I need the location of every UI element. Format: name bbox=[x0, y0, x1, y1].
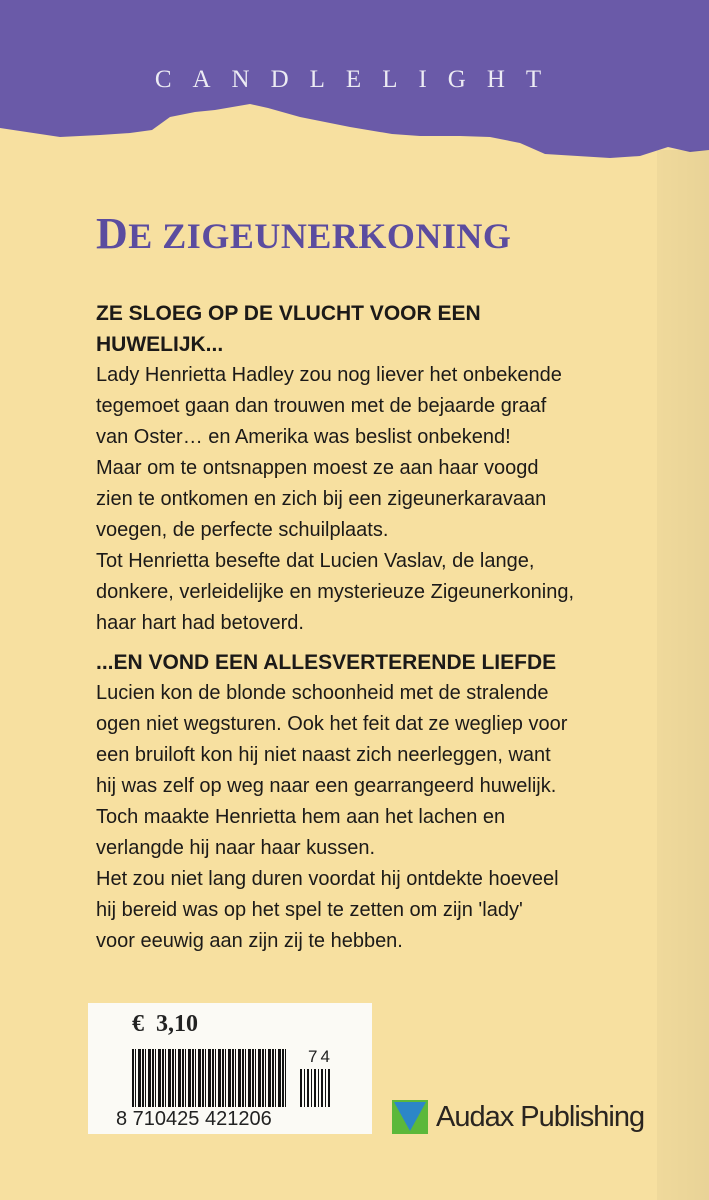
body-line: haar hart had betoverd. bbox=[96, 612, 304, 634]
body-line: voegen, de perfecte schuilplaats. bbox=[96, 519, 389, 541]
publisher-name: Audax Publishing bbox=[436, 1100, 645, 1133]
section-1-body bbox=[96, 360, 696, 639]
body-line: donkere, verleidelijke en mysterieuze Zigeunerkoning, bbox=[96, 581, 575, 603]
body-line: zien te ontkomen en zich bij een zigeunerkaravaan bbox=[96, 488, 547, 510]
body-line: verlangde hij naar haar kussen. bbox=[96, 837, 376, 859]
body-line: van Oster… en Amerika was beslist onbekend! bbox=[96, 426, 511, 448]
section-2-heading: ...EN VOND EEN ALLESVERTERENDE LIEFDE bbox=[96, 651, 557, 674]
blurb-section-1 bbox=[96, 298, 696, 639]
barcode-addon bbox=[300, 1069, 332, 1107]
body-line: Maar om te ontsnappen moest ze aan haar voogd bbox=[96, 457, 539, 479]
heading-line: ZE SLOEG OP DE VLUCHT VOOR EEN bbox=[96, 302, 481, 325]
body-line: Toch maakte Henrietta hem aan het lachen en bbox=[96, 806, 506, 828]
series-name: CANDLELIGHT bbox=[154, 66, 563, 93]
body-line: tegemoet gaan dan trouwen met de bejaarde graaf bbox=[96, 395, 547, 417]
body-line: hij bereid was op het spel te zetten om zijn 'lady' bbox=[96, 899, 523, 921]
barcode-addon-number: 74 bbox=[308, 1047, 333, 1066]
body-line: Het zou niet lang duren voordat hij ontdekte hoeveel bbox=[96, 868, 559, 890]
body-line: Tot Henrietta besefte dat Lucien Vaslav, de lange, bbox=[96, 550, 535, 572]
purple-torn-header bbox=[0, 0, 709, 200]
barcode-number: 8 710425 421206 bbox=[116, 1108, 272, 1130]
body-line: hij was zelf op weg naar een gearrangeerd huwelijk. bbox=[96, 775, 557, 797]
body-line: ogen niet wegsturen. Ook het feit dat ze wegliep voor bbox=[96, 713, 568, 735]
body-line: Lady Henrietta Hadley zou nog liever het onbekende bbox=[96, 364, 562, 386]
blurb-section-2 bbox=[96, 647, 696, 957]
heading-line: HUWELIJK... bbox=[96, 333, 224, 356]
barcode bbox=[132, 1049, 287, 1107]
price: € 3,10 bbox=[132, 1011, 198, 1037]
audax-logo-icon bbox=[392, 1100, 428, 1134]
body-line: een bruiloft kon hij niet naast zich neerleggen, want bbox=[96, 744, 551, 766]
blurb bbox=[96, 298, 696, 957]
body-line: Lucien kon de blonde schoonheid met de stralende bbox=[96, 682, 549, 704]
book-title bbox=[96, 208, 511, 259]
section-1-heading bbox=[96, 298, 696, 360]
price-barcode-sticker bbox=[88, 1003, 372, 1134]
publisher-logo bbox=[392, 1100, 644, 1134]
section-2-body bbox=[96, 678, 696, 957]
title-rest: E ZIGEUNERKONING bbox=[128, 216, 512, 256]
body-line: voor eeuwig aan zijn zij te hebben. bbox=[96, 930, 403, 952]
title-initial: D bbox=[96, 209, 129, 258]
